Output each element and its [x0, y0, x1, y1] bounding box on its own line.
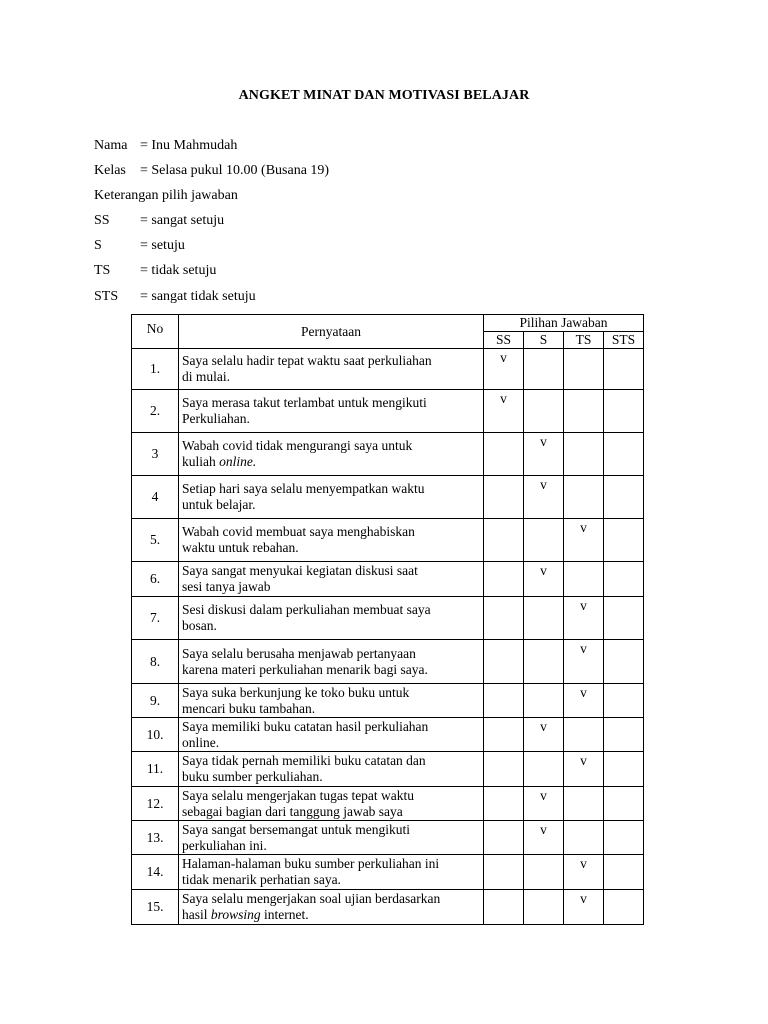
row-statement: [179, 855, 484, 890]
row-statement: [179, 519, 484, 562]
answer-cell-ss: [484, 821, 524, 855]
header-choices: Pilihan Jawaban: [484, 315, 644, 332]
statement-text: waktu untuk rebahan.: [182, 540, 299, 555]
statement-line: [182, 618, 483, 634]
table-row: [132, 476, 644, 519]
row-number: 6.: [132, 562, 179, 597]
check-mark: v: [540, 822, 547, 837]
info-key: S: [94, 238, 102, 253]
statement-line: [182, 369, 483, 385]
answer-cell-ss: [484, 597, 524, 640]
answer-cell-sts: [604, 855, 644, 890]
answer-cell-ss: [484, 890, 524, 925]
answer-cell-ss: [484, 752, 524, 787]
info-value: Keterangan pilih jawaban: [94, 188, 238, 203]
row-number: 10.: [132, 718, 179, 752]
statement-line: Setiap hari saya selalu menyempatkan waktu: [182, 481, 425, 496]
statement-text: Perkuliahan.: [182, 411, 250, 426]
statement-text: untuk belajar.: [182, 497, 256, 512]
answer-cell-sts: [604, 519, 644, 562]
statement-text: bosan.: [182, 618, 217, 633]
answer-cell-s: [524, 349, 564, 390]
answer-cell-s: [524, 640, 564, 684]
header-option-ts: TS: [564, 332, 604, 349]
statement-line: [182, 662, 483, 678]
legend-sts: [94, 288, 256, 306]
header-option-sts: STS: [604, 332, 644, 349]
answer-cell-ts: [564, 476, 604, 519]
statement-line: Saya sangat menyukai kegiatan diskusi saat: [182, 563, 418, 578]
statement-text: tidak menarik perhatian saya.: [182, 872, 341, 887]
statement-line: Saya selalu hadir tepat waktu saat perkuliahan: [182, 353, 432, 368]
check-mark: v: [540, 477, 547, 492]
row-number: 8.: [132, 640, 179, 684]
legend-ss: [94, 212, 224, 230]
info-key: Kelas: [94, 163, 126, 178]
header-option-s: S: [524, 332, 564, 349]
table-row: [132, 562, 644, 597]
statement-text: kuliah: [182, 454, 220, 469]
row-statement: [179, 562, 484, 597]
answer-cell-sts: [604, 390, 644, 433]
statement-line: [182, 540, 483, 556]
row-statement: [179, 390, 484, 433]
answer-cell-ss: [484, 349, 524, 390]
table-row: [132, 684, 644, 718]
table-row: [132, 752, 644, 787]
statement-line: Saya memiliki buku catatan hasil perkuliahan: [182, 718, 429, 734]
table-row: [132, 597, 644, 640]
statement-text: sesi tanya jawab: [182, 579, 271, 594]
statement-text: internet.: [260, 907, 309, 922]
statement-line: Saya selalu mengerjakan tugas tepat waktu: [182, 787, 415, 803]
row-statement: [179, 752, 484, 787]
check-mark: v: [580, 685, 587, 700]
statement-line: [182, 804, 483, 820]
answer-cell-s: [524, 597, 564, 640]
row-statement: [179, 476, 484, 519]
answer-cell-sts: [604, 349, 644, 390]
row-number: 5.: [132, 519, 179, 562]
header-option-ss: SS: [484, 332, 524, 349]
row-number: 12.: [132, 787, 179, 821]
check-mark: v: [580, 520, 587, 535]
statement-text: online.: [182, 734, 220, 750]
table-row: [132, 433, 644, 476]
row-number: 13.: [132, 821, 179, 855]
answer-cell-sts: [604, 890, 644, 925]
answer-cell-sts: [604, 433, 644, 476]
statement-line: [182, 735, 483, 751]
statement-line: Wabah covid membuat saya menghabiskan: [182, 524, 415, 539]
answer-cell-ts: [564, 855, 604, 890]
row-number: 3: [132, 433, 179, 476]
table-row: [132, 787, 644, 821]
row-number: 9.: [132, 684, 179, 718]
info-nama: [94, 137, 237, 155]
table-row: [132, 718, 644, 752]
info-value: = Selasa pukul 10.00 (Busana 19): [140, 163, 330, 178]
answer-cell-s: [524, 821, 564, 855]
check-mark: v: [540, 788, 547, 803]
statement-line: Halaman-halaman buku sumber perkuliahan ini: [182, 856, 440, 871]
table-body: [132, 349, 644, 925]
answer-cell-ts: [564, 349, 604, 390]
answer-cell-s: [524, 433, 564, 476]
table-row: [132, 890, 644, 925]
info-value: = Inu Mahmudah: [140, 138, 238, 153]
row-number: 1.: [132, 349, 179, 390]
check-mark: v: [580, 641, 587, 656]
row-statement: [179, 597, 484, 640]
answer-cell-ts: [564, 562, 604, 597]
answer-cell-ss: [484, 855, 524, 890]
answer-cell-ts: [564, 433, 604, 476]
statement-italic-text: online.: [219, 454, 257, 469]
answer-cell-sts: [604, 718, 644, 752]
answer-cell-ss: [484, 433, 524, 476]
row-statement: [179, 684, 484, 718]
check-mark: v: [500, 350, 507, 365]
answer-cell-ss: [484, 476, 524, 519]
document-title: ANGKET MINAT DAN MOTIVASI BELAJAR: [238, 88, 530, 103]
answer-cell-ts: [564, 640, 604, 684]
row-number: 14.: [132, 855, 179, 890]
table-row: [132, 519, 644, 562]
answer-cell-ss: [484, 718, 524, 752]
check-mark: v: [500, 391, 507, 406]
row-statement: [179, 787, 484, 821]
answer-cell-ts: [564, 752, 604, 787]
statement-text: buku sumber perkuliahan.: [182, 769, 323, 784]
info-kelas: [94, 162, 329, 180]
info-value: = sangat setuju: [140, 213, 225, 228]
info-key: STS: [94, 289, 119, 304]
statement-text: karena materi perkuliahan menarik bagi saya.: [182, 661, 428, 677]
questionnaire-table: [131, 314, 644, 925]
answer-cell-s: [524, 890, 564, 925]
answer-cell-ss: [484, 562, 524, 597]
answer-cell-s: [524, 855, 564, 890]
statement-line: Saya tidak pernah memiliki buku catatan dan: [182, 753, 426, 768]
answer-cell-sts: [604, 684, 644, 718]
statement-line: Saya suka berkunjung ke toko buku untuk: [182, 684, 410, 700]
row-number: 2.: [132, 390, 179, 433]
statement-line: Saya merasa takut terlambat untuk mengikuti: [182, 395, 427, 410]
header-no: No: [132, 315, 179, 349]
answer-cell-s: [524, 390, 564, 433]
statement-line: [182, 497, 483, 513]
statement-line: Saya selalu mengerjakan soal ujian berdasarkan: [182, 891, 441, 906]
answer-cell-s: [524, 684, 564, 718]
answer-cell-s: [524, 562, 564, 597]
answer-cell-ts: [564, 684, 604, 718]
info-key: Nama: [94, 138, 128, 153]
row-statement: [179, 640, 484, 684]
check-mark: v: [580, 598, 587, 613]
answer-cell-s: [524, 718, 564, 752]
statement-line: [182, 769, 483, 785]
answer-cell-sts: [604, 752, 644, 787]
answer-cell-s: [524, 752, 564, 787]
table-row: [132, 855, 644, 890]
statement-line: Sesi diskusi dalam perkuliahan membuat saya: [182, 602, 431, 617]
legend-ts: [94, 262, 216, 280]
statement-line: Saya selalu berusaha menjawab pertanyaan: [182, 645, 416, 661]
answer-cell-ts: [564, 821, 604, 855]
statement-line: [182, 907, 483, 923]
statement-italic-text: browsing: [210, 907, 261, 922]
row-statement: [179, 433, 484, 476]
answer-cell-ss: [484, 640, 524, 684]
check-mark: v: [580, 891, 587, 906]
answer-cell-sts: [604, 562, 644, 597]
info-keterangan: [94, 187, 238, 205]
statement-line: [182, 454, 483, 470]
check-mark: v: [580, 753, 587, 768]
info-key: SS: [94, 213, 110, 228]
table-row: [132, 640, 644, 684]
statement-text: sebagai bagian dari tanggung jawab saya: [182, 803, 403, 819]
answer-cell-sts: [604, 640, 644, 684]
answer-cell-ts: [564, 597, 604, 640]
statement-text: hasil: [182, 907, 211, 922]
answer-cell-ts: [564, 890, 604, 925]
statement-text: perkuliahan ini.: [182, 837, 267, 853]
answer-cell-ss: [484, 684, 524, 718]
check-mark: v: [540, 434, 547, 449]
row-statement: [179, 349, 484, 390]
info-value: = sangat tidak setuju: [140, 289, 256, 304]
row-number: 15.: [132, 890, 179, 925]
statement-line: Saya sangat bersemangat untuk mengikuti: [182, 821, 410, 837]
check-mark: v: [580, 856, 587, 871]
row-statement: [179, 821, 484, 855]
legend-s: [94, 237, 185, 255]
answer-cell-ss: [484, 787, 524, 821]
answer-cell-ts: [564, 390, 604, 433]
answer-cell-sts: [604, 476, 644, 519]
answer-cell-sts: [604, 787, 644, 821]
statement-line: Wabah covid tidak mengurangi saya untuk: [182, 438, 413, 453]
table-row: [132, 390, 644, 433]
row-statement: [179, 890, 484, 925]
statement-text: mencari buku tambahan.: [182, 700, 316, 716]
row-number: 7.: [132, 597, 179, 640]
info-value: = setuju: [140, 238, 185, 253]
statement-text: di mulai.: [182, 369, 230, 384]
statement-line: [182, 701, 483, 717]
statement-line: [182, 579, 483, 595]
header-statement: Pernyataan: [179, 315, 484, 349]
answer-cell-sts: [604, 597, 644, 640]
row-statement: [179, 718, 484, 752]
answer-cell-s: [524, 476, 564, 519]
answer-cell-ts: [564, 519, 604, 562]
info-key: TS: [94, 263, 111, 278]
row-number: 4: [132, 476, 179, 519]
answer-cell-ss: [484, 390, 524, 433]
row-number: 11.: [132, 752, 179, 787]
answer-cell-sts: [604, 821, 644, 855]
info-value: = tidak setuju: [140, 263, 217, 278]
table-row: [132, 349, 644, 390]
answer-cell-ts: [564, 718, 604, 752]
answer-cell-ts: [564, 787, 604, 821]
statement-line: [182, 872, 483, 888]
statement-line: [182, 411, 483, 427]
answer-cell-ss: [484, 519, 524, 562]
answer-cell-s: [524, 787, 564, 821]
check-mark: v: [540, 719, 547, 734]
table-row: [132, 821, 644, 855]
answer-cell-s: [524, 519, 564, 562]
statement-line: [182, 838, 483, 854]
check-mark: v: [540, 563, 547, 578]
